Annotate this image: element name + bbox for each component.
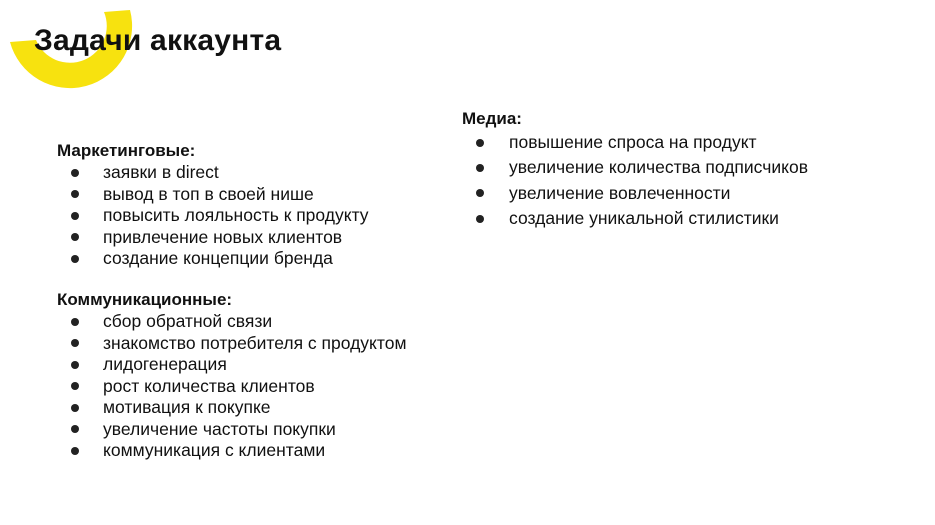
bullet-icon xyxy=(476,189,484,197)
bullet-icon xyxy=(476,164,484,172)
list-item xyxy=(57,205,369,227)
page-title: Задачи аккаунта xyxy=(34,24,282,57)
bullet-icon xyxy=(71,425,79,433)
list-item-text: создание концепции бренда xyxy=(103,248,333,269)
list-item xyxy=(57,376,407,398)
bullet-icon xyxy=(71,404,79,412)
list-item xyxy=(57,227,369,249)
list-item xyxy=(462,206,808,231)
list-item-text: мотивация к покупке xyxy=(103,397,271,418)
bullet-icon xyxy=(71,447,79,455)
list-item-text: увеличение вовлеченности xyxy=(509,182,731,203)
bullet-icon xyxy=(476,215,484,223)
list-item-text: коммуникация с клиентами xyxy=(103,440,326,461)
list-item xyxy=(57,419,407,441)
bullet-icon xyxy=(71,233,79,241)
bullet-icon xyxy=(71,255,79,263)
list-item xyxy=(57,162,369,184)
list-item-text: вывод в топ в своей нише xyxy=(103,183,314,204)
list-item-text: рост количества клиентов xyxy=(103,375,315,396)
bullet-icon xyxy=(71,361,79,369)
bullet-icon xyxy=(71,382,79,390)
marketing-list xyxy=(57,162,369,270)
list-item-text: повышение спроса на продукт xyxy=(509,132,757,153)
communication-section xyxy=(57,289,407,462)
list-item xyxy=(57,248,369,270)
bullet-icon xyxy=(71,339,79,347)
bullet-icon xyxy=(71,190,79,198)
list-item-text: увеличение количества подписчиков xyxy=(509,157,808,178)
list-item xyxy=(57,397,407,419)
media-list xyxy=(462,130,808,231)
list-item-text: лидогенерация xyxy=(103,354,227,375)
bullet-icon xyxy=(71,169,79,177)
list-item-text: создание уникальной стилистики xyxy=(509,208,779,229)
bullet-icon xyxy=(476,139,484,147)
list-item xyxy=(462,181,808,206)
bullet-icon xyxy=(71,318,79,326)
marketing-section xyxy=(57,140,369,270)
communication-list xyxy=(57,311,407,462)
list-item xyxy=(57,184,369,206)
list-item-text: знакомство потребителя с продуктом xyxy=(103,332,407,353)
list-item-text: привлечение новых клиентов xyxy=(103,226,343,247)
list-item xyxy=(462,155,808,180)
media-section xyxy=(462,108,808,231)
communication-section-title: Коммуникационные: xyxy=(57,290,233,309)
list-item xyxy=(57,333,407,355)
list-item xyxy=(57,440,407,462)
list-item-text: повысить лояльность к продукту xyxy=(103,205,369,226)
list-item-text: увеличение частоты покупки xyxy=(103,418,336,439)
marketing-section-title: Маркетинговые: xyxy=(57,141,196,160)
media-section-title: Медиа: xyxy=(462,109,522,128)
bullet-icon xyxy=(71,212,79,220)
list-item-text: заявки в direct xyxy=(103,162,219,183)
list-item xyxy=(57,311,407,333)
list-item xyxy=(57,354,407,376)
list-item-text: сбор обратной связи xyxy=(103,311,273,332)
list-item xyxy=(462,130,808,155)
